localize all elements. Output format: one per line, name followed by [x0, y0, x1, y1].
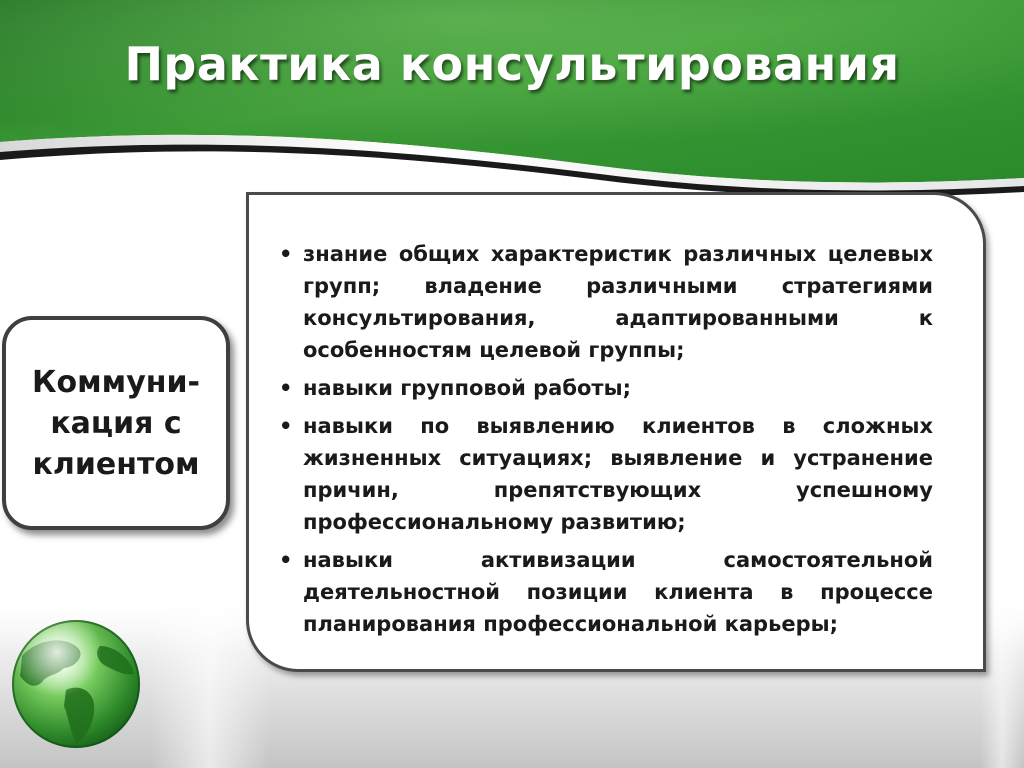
list-item: • навыки активизации самостоятельной деятельностной позиции клиента в процессе планирования профессиональной карьеры;: [279, 544, 933, 640]
list-item: • навыки по выявлению клиентов в сложных жизненных ситуациях; выявление и устранение причин, препятствующих успешному профессиональному развитию;: [279, 410, 933, 538]
communication-label-box: [2, 316, 230, 530]
skills-list: [279, 238, 933, 646]
earth-globe-icon: [8, 616, 144, 752]
list-item: • знание общих характеристик различных целевых групп; владение различными стратегиями консультирования, адаптированными к особенностям целевой группы;: [279, 238, 933, 366]
communication-label: Коммуни- кация с клиентом: [32, 364, 200, 482]
list-item: • навыки групповой работы;: [279, 372, 933, 404]
header-banner: [0, 0, 1024, 200]
slide-title: Практика консультирования: [124, 37, 900, 91]
skills-content-box: [246, 192, 986, 672]
